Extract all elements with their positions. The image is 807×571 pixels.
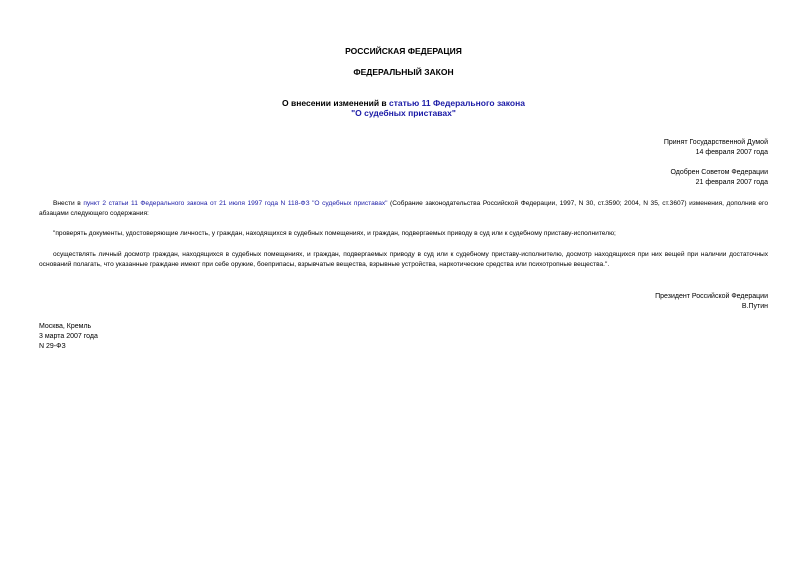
footer-date: 3 марта 2007 года (39, 333, 98, 340)
country-heading: РОССИЙСКАЯ ФЕДЕРАЦИЯ (345, 46, 462, 56)
duma-line-1: Принят Государственной Думой (663, 139, 768, 146)
signature-block (655, 292, 768, 312)
p1-suffix: (Собрание законодательства Российской Федерации, 1997, N 30, ст.3590; 2004, N 35, ст.3607) изменения, дополнив его абзацами следующего содержания: (39, 200, 768, 217)
council-line-1: Одобрен Советом Федерации (670, 169, 768, 176)
law-reference-link[interactable]: пункт 2 статьи 11 Федерального закона от 21 июля 1997 года N 118-ФЗ "О судебных приставах" (83, 200, 388, 207)
footer-number: N 29-ФЗ (39, 343, 66, 350)
doc-type-heading: ФЕДЕРАЛЬНЫЙ ЗАКОН (353, 67, 454, 77)
council-date: 21 февраля 2007 года (695, 179, 768, 186)
body-paragraph-3: осуществлять личный досмотр граждан, находящихся в судебных помещениях, и граждан, подвергаемых приводу в суд или к судебному приставу-исполнителю, досмотр находящихся при них вещей при наличии достаточных оснований полагать, что указанные граждане имеют при себе оружие, боеприпасы, взрывчатые вещества, взрывные устройства, наркотические средства или психотропные вещества.". (39, 251, 768, 268)
council-approval (670, 168, 768, 188)
body-paragraph-2: "проверять документы, удостоверяющие личность, у граждан, находящихся в судебных помещениях, и граждан, подвергаемых приводу в суд или к судебному приставу-исполнителю; (53, 230, 616, 237)
body-paragraph-1 (39, 199, 768, 219)
footer-block (39, 322, 98, 352)
signatory-name: В.Путин (741, 303, 768, 310)
title-prefix: О внесении изменений в (282, 98, 390, 108)
title-line-2[interactable]: "О судебных приставах" (351, 108, 456, 118)
footer-place: Москва, Кремль (39, 323, 92, 330)
title-article-link[interactable]: статью 11 Федерального закона (389, 98, 525, 108)
signatory-position: Президент Российской Федерации (655, 293, 768, 300)
duma-date: 14 февраля 2007 года (695, 149, 768, 156)
duma-adoption (664, 138, 768, 158)
p1-prefix: Внести в (53, 200, 84, 207)
